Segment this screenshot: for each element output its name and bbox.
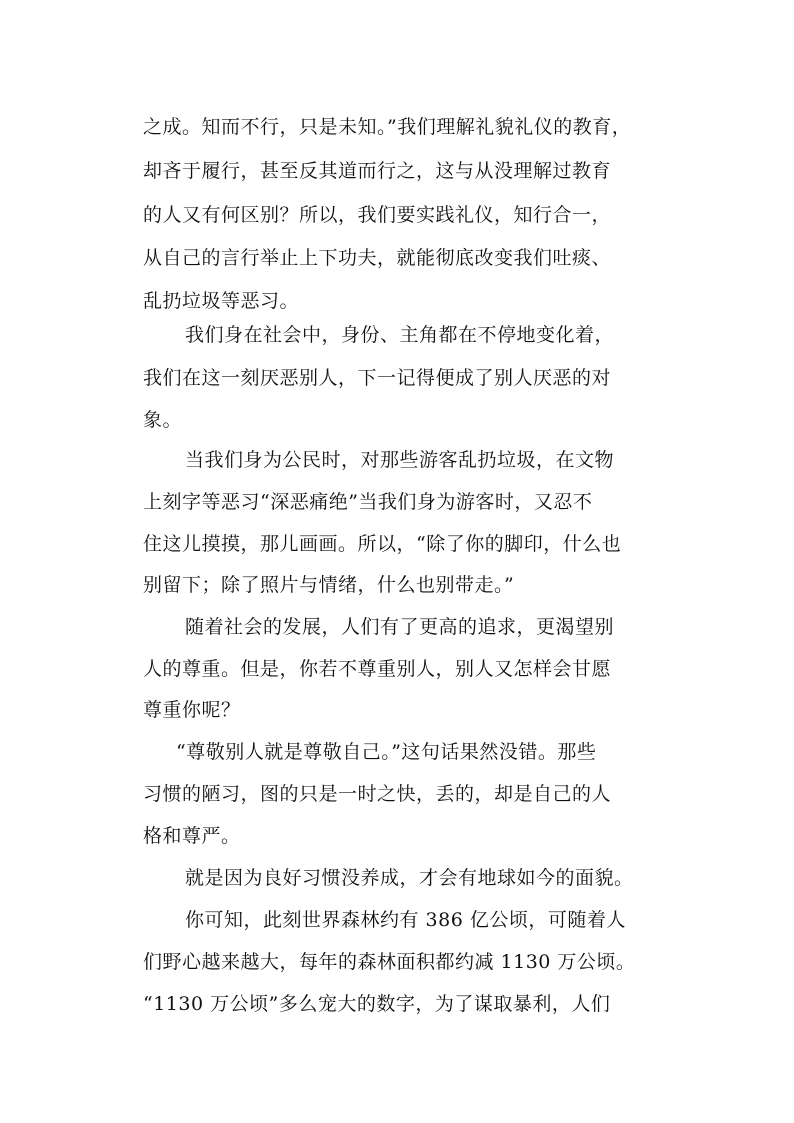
text-line: 的人又有何区别？所以，我们要实践礼仪，知行合一， (143, 204, 612, 226)
text-line: 当我们身为公民时，对那些游客乱扔垃圾，在文物 (185, 449, 615, 471)
text-line: 尊重你呢？ (143, 699, 241, 721)
text-line: 们野心越来越大，每年的森林面积都约减 1130 万公顷。 (143, 951, 636, 973)
text-line: 上刻字等恶习“深恶痛绝”当我们身为游客时，又忍不 (143, 491, 593, 513)
text-line: 别留下；除了照片与情绪，什么也别带走。” (143, 574, 515, 596)
text-line: 就是因为良好习惯没养成，才会有地球如今的面貌。 (185, 867, 634, 889)
text-line: 我们在这一刻厌恶别人，下一记得便成了别人厌恶的对 (143, 367, 612, 389)
text-line: 之成。知而不行，只是未知。”我们理解礼貌礼仪的教育， (143, 116, 632, 138)
text-line: 习惯的陋习，图的只是一时之快，丢的，却是自己的人 (143, 783, 612, 805)
text-line: 象。 (143, 409, 183, 431)
text-line: “尊敬别人就是尊敬自己。”这句话果然没错。那些 (176, 741, 597, 763)
text-line: “1130 万公顷”多么宠大的数字，为了谋取暴利，人们 (143, 993, 611, 1015)
text-line: 住这儿摸摸，那儿画画。所以，“除了你的脚印，什么也 (143, 533, 622, 555)
text-line: 乱扔垃圾等恶习。 (143, 290, 300, 312)
text-line: 格和尊严。 (143, 825, 241, 847)
text-line: 从自己的言行举止上下功夫，就能彻底改变我们吐痰、 (143, 247, 612, 269)
text-line: 却吝于履行，甚至反其道而行之，这与从没理解过教育 (143, 160, 612, 182)
text-line: 我们身在社会中，身份、主角都在不停地变化着， (185, 324, 615, 346)
text-line: 人的尊重。但是，你若不尊重别人，别人又怎样会甘愿 (143, 658, 612, 680)
text-line: 随着社会的发展，人们有了更高的追求，更渴望别 (185, 616, 615, 638)
text-line: 你可知，此刻世界森林约有 386 亿公顷，可随着人 (185, 909, 626, 931)
